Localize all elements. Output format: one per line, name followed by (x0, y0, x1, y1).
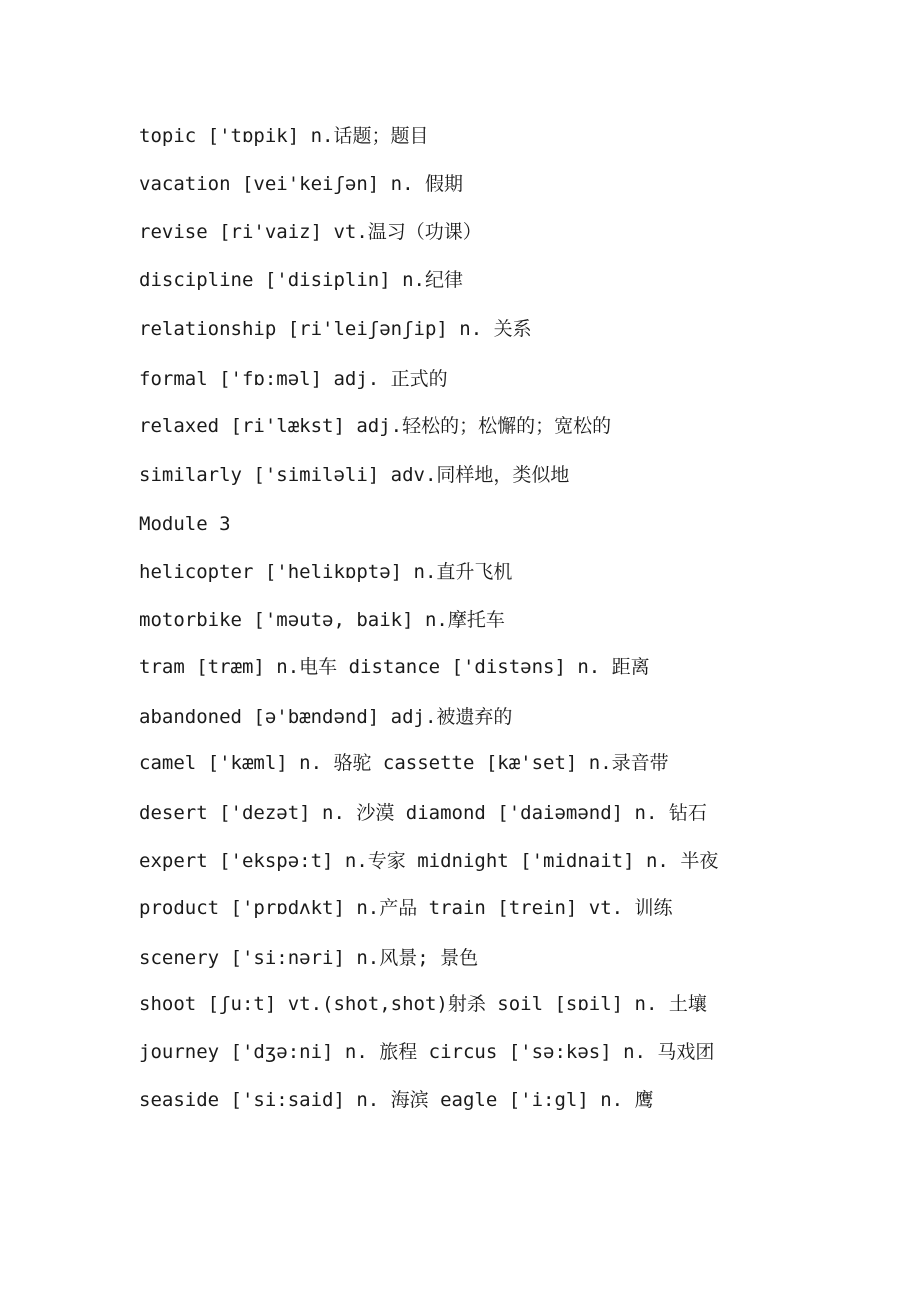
vocab-line-motorbike: motorbike ['məutə, baik] n.摩托车 (139, 609, 505, 631)
vocab-line-shoot-soil: shoot [ʃu:t] vt.(shot,shot)射杀 soil [sɒil] n. 土壤 (139, 993, 707, 1015)
vocab-line-relaxed: relaxed [ri'lækst] adj.轻松的；松懈的；宽松的 (139, 415, 612, 437)
vocab-line-vacation: vacation [vei'keiʃən] n. 假期 (139, 173, 463, 195)
vocab-line-expert-midnight: expert ['ekspə:t] n.专家 midnight ['midnait] n. 半夜 (139, 850, 719, 872)
vocab-line-similarly: similarly ['similəli] adv.同样地，类似地 (139, 464, 570, 486)
vocab-line-relationship: relationship [ri'leiʃənʃip] n. 关系 (139, 318, 532, 340)
vocab-line-journey-circus: journey ['dʒə:ni] n. 旅程 circus ['sə:kəs] n. 马戏团 (139, 1041, 715, 1063)
vocab-line-seaside-eagle: seaside ['si:said] n. 海滨 eagle ['i:gl] n. 鹰 (139, 1089, 654, 1111)
vocab-line-scenery: scenery ['si:nəri] n.风景; 景色 (139, 947, 479, 969)
vocab-line-revise: revise [ri'vaiz] vt.温习（功课） (139, 221, 482, 243)
vocab-line-product-train: product ['prɒdʌkt] n.产品 train [trein] vt. 训练 (139, 897, 673, 919)
vocab-line-abandoned: abandoned [ə'bændənd] adj.被遗弃的 (139, 706, 513, 728)
vocab-line-topic: topic ['tɒpik] n.话题；题目 (139, 125, 429, 147)
vocab-line-helicopter: helicopter ['helikɒptə] n.直升飞机 (139, 561, 513, 583)
vocab-line-desert-diamond: desert ['dezət] n. 沙漠 diamond ['daiəmənd] n. 钻石 (139, 802, 707, 824)
vocab-line-tram-distance: tram [træm] n.电车 distance ['distəns] n. 距离 (139, 656, 650, 678)
vocab-line-camel-cassette: camel ['kæml] n. 骆驼 cassette [kæ'set] n.录音带 (139, 752, 669, 774)
vocab-line-discipline: discipline ['disiplin] n.纪律 (139, 269, 463, 291)
section-heading-module-3: Module 3 (139, 513, 231, 535)
vocab-line-formal: formal ['fɒ:məl] adj. 正式的 (139, 368, 448, 390)
